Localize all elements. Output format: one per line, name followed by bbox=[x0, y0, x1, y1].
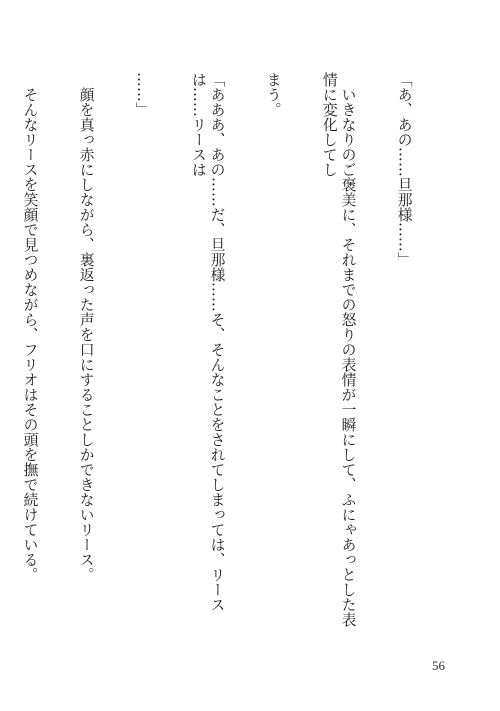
text-line: 「あ、あの……旦那様……」 bbox=[395, 72, 413, 267]
text-line: まう。 bbox=[264, 72, 282, 117]
text-line: ……」 bbox=[133, 72, 151, 117]
vertical-text-body bbox=[21, 72, 450, 634]
page-number: 56 bbox=[432, 658, 445, 673]
text-line: そんなリースを笑顔で見つめながら、フリオはその頭を撫で続けている。 bbox=[21, 72, 39, 582]
text-line: いきなりのご褒美に、それまでの怒りの表情が一瞬にして、ふにゃあっとした表情に変化してし bbox=[320, 72, 357, 627]
text-line: 顔を真っ赤にしながら、裏返った声を口にすることしかできないリース。 bbox=[77, 72, 95, 582]
text-line: 「あああ、あの……だ、旦那様……そ、そんなことをされてしまっては、リースは……リースは bbox=[189, 72, 226, 612]
